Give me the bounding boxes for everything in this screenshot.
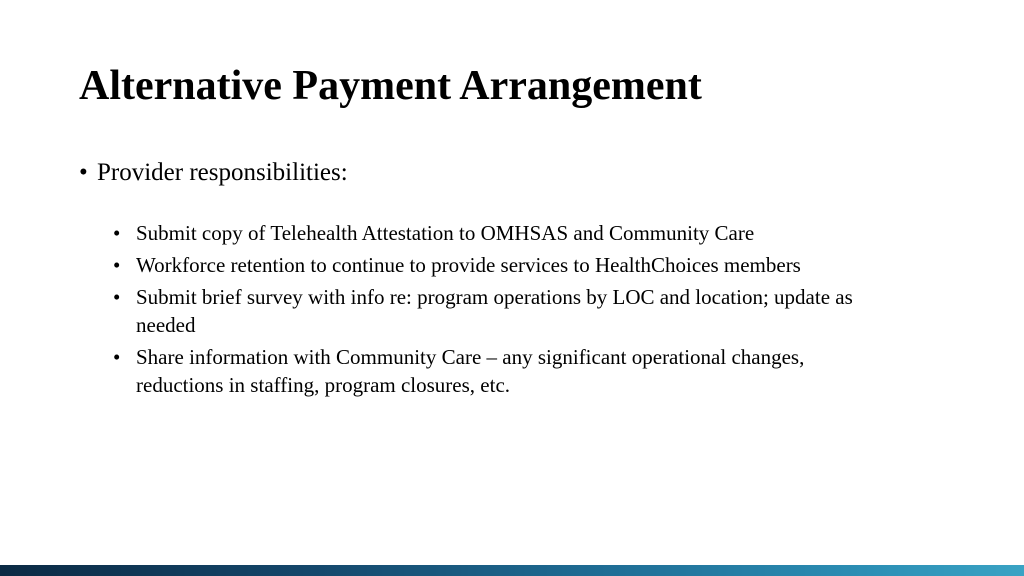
main-bullet-text: Provider responsibilities:	[97, 159, 348, 186]
sub-bullet-text: Submit brief survey with info re: program operations by LOC and location; update as needed	[136, 285, 853, 337]
bullet-marker: •	[113, 253, 121, 277]
bullet-marker: •	[79, 159, 88, 186]
sub-bullet-item	[113, 343, 876, 399]
slide-title: Alternative Payment Arrangement	[79, 63, 702, 109]
sub-bullet-text: Workforce retention to continue to provide services to HealthChoices members	[136, 253, 801, 277]
bullet-marker: •	[113, 285, 121, 309]
bottom-accent-bar	[0, 565, 1024, 576]
bullet-marker: •	[113, 345, 121, 369]
sub-bullet-item	[113, 283, 916, 339]
sub-bullet-text: Submit copy of Telehealth Attestation to OMHSAS and Community Care	[136, 221, 755, 245]
sub-bullet-list	[113, 219, 993, 403]
main-bullet	[79, 157, 348, 189]
bullet-marker: •	[113, 221, 121, 245]
sub-bullet-text: Share information with Community Care – any significant operational changes, reductions in staffing, program closures, etc.	[136, 345, 805, 397]
sub-bullet-item	[113, 251, 993, 279]
sub-bullet-item	[113, 219, 993, 247]
